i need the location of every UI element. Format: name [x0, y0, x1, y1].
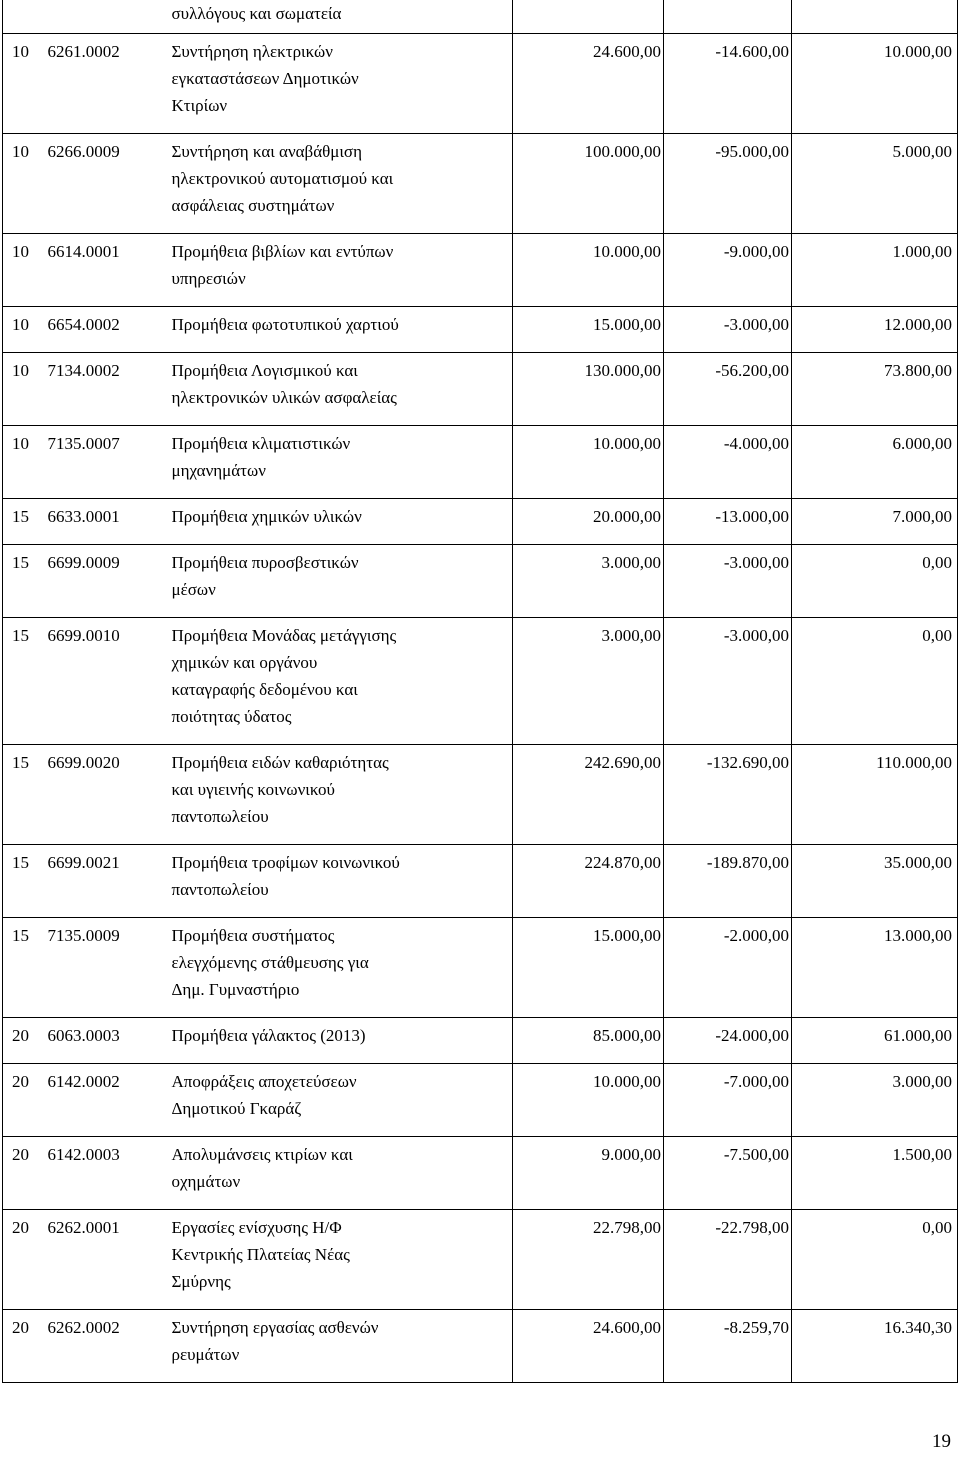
cell-code: 6142.0003: [44, 1137, 168, 1210]
cell-change: -9.000,00: [664, 234, 792, 307]
description-line: ελεγχόμενης στάθμευσης για: [171, 953, 369, 972]
description-line: παντοπωλείου: [171, 880, 269, 899]
table-row: [3, 499, 958, 545]
cell-code: 6266.0009: [44, 134, 168, 234]
description-line: υπηρεσιών: [171, 269, 246, 288]
cell-final: 61.000,00: [792, 1018, 958, 1064]
cell-change: -14.600,00: [664, 34, 792, 134]
cell-change: -7.500,00: [664, 1137, 792, 1210]
cell-code: 6699.0021: [44, 845, 168, 918]
cell-change: -22.798,00: [664, 1210, 792, 1310]
cell-change: -95.000,00: [664, 134, 792, 234]
description-line: μηχανημάτων: [171, 461, 266, 480]
cell-ka: 20: [3, 1064, 44, 1137]
description-line: Συντήρηση ηλεκτρικών: [171, 42, 333, 61]
cell-budget: 85.000,00: [513, 1018, 664, 1064]
cell-ka: 20: [3, 1310, 44, 1383]
cell-budget: 10.000,00: [513, 1064, 664, 1137]
table-row: [3, 1137, 958, 1210]
cell-final: 5.000,00: [792, 134, 958, 234]
description-line: Κεντρικής Πλατείας Νέας: [171, 1245, 350, 1264]
cell-description: [168, 1137, 513, 1210]
description-line: παντοπωλείου: [171, 807, 269, 826]
table-row: [3, 134, 958, 234]
cell-change: -24.000,00: [664, 1018, 792, 1064]
description-line: καταγραφής δεδομένου και: [171, 680, 358, 699]
cell-code: 7135.0009: [44, 918, 168, 1018]
description-line: Προμήθεια συστήματος: [171, 926, 335, 945]
cell-budget: 3.000,00: [513, 545, 664, 618]
cell-change: -8.259,70: [664, 1310, 792, 1383]
table-row: [3, 545, 958, 618]
table-row: [3, 745, 958, 845]
cell-code: 6063.0003: [44, 1018, 168, 1064]
budget-table: [2, 0, 958, 1383]
cell-description: [168, 0, 513, 34]
description-line: Συντήρηση και αναβάθμιση: [171, 142, 362, 161]
cell-change: -7.000,00: [664, 1064, 792, 1137]
description-line: οχημάτων: [171, 1172, 241, 1191]
description-line: Δημ. Γυμναστήριο: [171, 980, 300, 999]
cell-final: 110.000,00: [792, 745, 958, 845]
table-row: [3, 353, 958, 426]
table-row: [3, 618, 958, 745]
cell-ka: 15: [3, 618, 44, 745]
cell-final: 35.000,00: [792, 845, 958, 918]
description-line: Προμήθεια ειδών καθαριότητας: [171, 753, 389, 772]
cell-final: [792, 0, 958, 34]
description-line: ασφάλειας συστημάτων: [171, 196, 335, 215]
cell-budget: 10.000,00: [513, 426, 664, 499]
cell-final: 1.500,00: [792, 1137, 958, 1210]
cell-code: 7135.0007: [44, 426, 168, 499]
cell-code: 6699.0010: [44, 618, 168, 745]
cell-ka: [3, 0, 44, 34]
cell-budget: 15.000,00: [513, 307, 664, 353]
cell-code: 6699.0009: [44, 545, 168, 618]
description-line: Προμήθεια τροφίμων κοινωνικού: [171, 853, 400, 872]
table-row: [3, 34, 958, 134]
description-line: Κτιρίων: [171, 96, 228, 115]
cell-code: 7134.0002: [44, 353, 168, 426]
cell-budget: 24.600,00: [513, 34, 664, 134]
description-line: Προμήθεια φωτοτυπικού χαρτιού: [171, 315, 399, 334]
cell-description: [168, 1064, 513, 1137]
description-line: μέσων: [171, 580, 216, 599]
cell-final: 7.000,00: [792, 499, 958, 545]
cell-description: [168, 745, 513, 845]
page-number: 19: [932, 1431, 951, 1452]
cell-ka: 20: [3, 1137, 44, 1210]
cell-ka: 15: [3, 499, 44, 545]
cell-final: 10.000,00: [792, 34, 958, 134]
cell-budget: 24.600,00: [513, 1310, 664, 1383]
description-line: Εργασίες ενίσχυσης Η/Φ: [171, 1218, 342, 1237]
description-line: Προμήθεια πυροσβεστικών: [171, 553, 359, 572]
cell-code: 6262.0002: [44, 1310, 168, 1383]
description-line: Αποφράξεις αποχετεύσεων: [171, 1072, 357, 1091]
description-line: Προμήθεια χημικών υλικών: [171, 507, 362, 526]
cell-budget: 224.870,00: [513, 845, 664, 918]
cell-final: 12.000,00: [792, 307, 958, 353]
cell-change: -4.000,00: [664, 426, 792, 499]
budget-table-body: [3, 0, 958, 1383]
cell-final: 0,00: [792, 1210, 958, 1310]
description-line: Προμήθεια κλιματιστικών: [171, 434, 351, 453]
cell-final: 6.000,00: [792, 426, 958, 499]
cell-code: 6614.0001: [44, 234, 168, 307]
cell-ka: 10: [3, 34, 44, 134]
cell-change: -56.200,00: [664, 353, 792, 426]
description-line: Σμύρνης: [171, 1272, 231, 1291]
description-line: Συντήρηση εργασίας ασθενών: [171, 1318, 379, 1337]
table-row: [3, 1018, 958, 1064]
cell-description: [168, 34, 513, 134]
cell-code: 6699.0020: [44, 745, 168, 845]
cell-code: [44, 0, 168, 34]
description-line: ηλεκτρονικού αυτοματισμού και: [171, 169, 394, 188]
table-row: [3, 0, 958, 34]
cell-budget: 3.000,00: [513, 618, 664, 745]
cell-ka: 20: [3, 1018, 44, 1064]
cell-ka: 15: [3, 745, 44, 845]
cell-code: 6142.0002: [44, 1064, 168, 1137]
cell-description: [168, 353, 513, 426]
cell-final: 3.000,00: [792, 1064, 958, 1137]
table-row: [3, 1210, 958, 1310]
cell-ka: 10: [3, 134, 44, 234]
cell-change: -3.000,00: [664, 618, 792, 745]
cell-change: [664, 0, 792, 34]
cell-final: 73.800,00: [792, 353, 958, 426]
description-line: Δημοτικού Γκαράζ: [171, 1099, 302, 1118]
cell-ka: 15: [3, 845, 44, 918]
description-line: ρευμάτων: [171, 1345, 240, 1364]
cell-code: 6262.0001: [44, 1210, 168, 1310]
table-row: [3, 1310, 958, 1383]
cell-budget: 242.690,00: [513, 745, 664, 845]
cell-description: [168, 918, 513, 1018]
cell-final: 0,00: [792, 545, 958, 618]
cell-description: [168, 845, 513, 918]
cell-final: 1.000,00: [792, 234, 958, 307]
cell-change: -13.000,00: [664, 499, 792, 545]
description-line: εγκαταστάσεων Δημοτικών: [171, 69, 359, 88]
table-row: [3, 426, 958, 499]
table-row: [3, 918, 958, 1018]
cell-description: [168, 1210, 513, 1310]
cell-description: [168, 307, 513, 353]
cell-budget: 15.000,00: [513, 918, 664, 1018]
cell-budget: 20.000,00: [513, 499, 664, 545]
description-line: ηλεκτρονικών υλικών ασφαλείας: [171, 388, 397, 407]
cell-code: 6633.0001: [44, 499, 168, 545]
cell-change: -189.870,00: [664, 845, 792, 918]
table-row: [3, 845, 958, 918]
cell-description: [168, 134, 513, 234]
cell-final: 16.340,30: [792, 1310, 958, 1383]
table-row: [3, 1064, 958, 1137]
cell-description: [168, 545, 513, 618]
description-line: Απολυμάνσεις κτιρίων και: [171, 1145, 353, 1164]
cell-change: -3.000,00: [664, 307, 792, 353]
description-line: Προμήθεια Μονάδας μετάγγισης: [171, 626, 397, 645]
cell-ka: 10: [3, 426, 44, 499]
cell-budget: [513, 0, 664, 34]
cell-description: [168, 618, 513, 745]
table-row: [3, 307, 958, 353]
cell-budget: 22.798,00: [513, 1210, 664, 1310]
cell-code: 6261.0002: [44, 34, 168, 134]
description-line: και υγιεινής κοινωνικού: [171, 780, 335, 799]
description-line: χημικών και οργάνου: [171, 653, 318, 672]
cell-ka: 10: [3, 353, 44, 426]
description-line: Προμήθεια γάλακτος (2013): [171, 1026, 366, 1045]
cell-description: [168, 499, 513, 545]
description-line: Προμήθεια βιβλίων και εντύπων: [171, 242, 394, 261]
cell-description: [168, 1018, 513, 1064]
cell-ka: 15: [3, 918, 44, 1018]
cell-description: [168, 426, 513, 499]
cell-budget: 9.000,00: [513, 1137, 664, 1210]
cell-ka: 10: [3, 234, 44, 307]
description-line: ποιότητας ύδατος: [171, 707, 292, 726]
cell-budget: 10.000,00: [513, 234, 664, 307]
cell-code: 6654.0002: [44, 307, 168, 353]
cell-final: 13.000,00: [792, 918, 958, 1018]
cell-change: -3.000,00: [664, 545, 792, 618]
cell-ka: 10: [3, 307, 44, 353]
cell-final: 0,00: [792, 618, 958, 745]
description-line: Προμήθεια Λογισμικού και: [171, 361, 358, 380]
description-line: συλλόγους και σωματεία: [171, 4, 342, 23]
cell-change: -2.000,00: [664, 918, 792, 1018]
cell-budget: 100.000,00: [513, 134, 664, 234]
cell-ka: 15: [3, 545, 44, 618]
cell-change: -132.690,00: [664, 745, 792, 845]
table-row: [3, 234, 958, 307]
cell-description: [168, 1310, 513, 1383]
cell-description: [168, 234, 513, 307]
cell-budget: 130.000,00: [513, 353, 664, 426]
cell-ka: 20: [3, 1210, 44, 1310]
